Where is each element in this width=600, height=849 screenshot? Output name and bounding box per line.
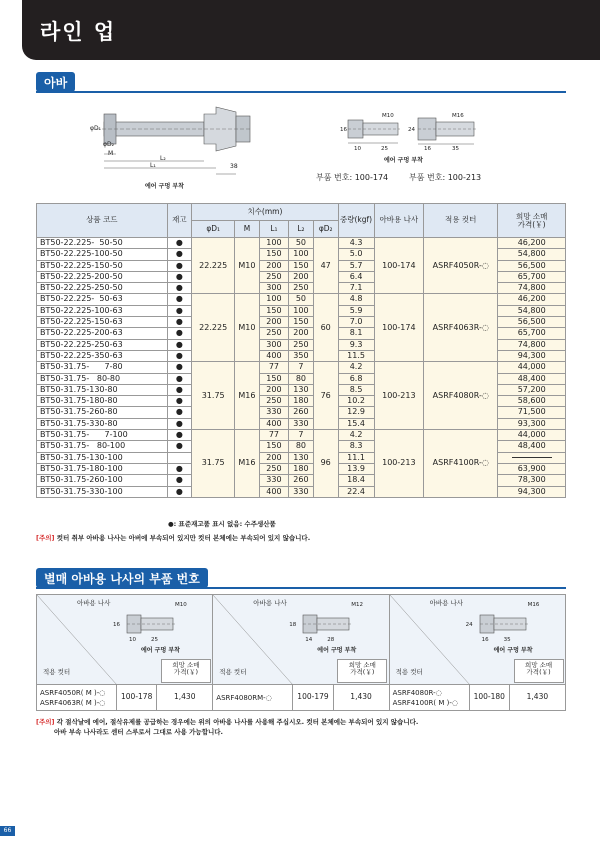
sep-cutter-label: 적용 컷터 [43,668,71,676]
note-2 [36,717,418,726]
stock-legend: ●: 표준재고품 표시 없음: 수주생산품 [168,520,276,528]
cell-cutter: ASRF4100R-◌ [424,430,498,498]
cell-weight: 18.4 [338,475,374,486]
cell-stock: ● [167,350,192,361]
bolt-a-caption: 에어 구멍 부착 [384,157,423,164]
cell-code: BT50-31.75- 7-80 [37,362,168,373]
note-1-tag: [주의] [36,534,55,542]
cell-l1: 300 [259,283,288,294]
cell-code: BT50-31.75-330-100 [37,486,168,497]
cell-l1: 100 [259,294,288,305]
cell-code: BT50-31.75-260-100 [37,475,168,486]
cell-code: BT50-22.225-250-50 [37,283,168,294]
sep-screw-cell [213,595,389,685]
cell-weight: 11.5 [338,350,374,361]
sep-screw-label: 아바용 나사 [429,599,464,607]
sep-w2: 35 [503,637,511,643]
cell-weight: 4.8 [338,294,374,305]
cell-code: BT50-22.225-100-50 [37,249,168,260]
table-row [37,294,566,305]
cell-screw: 100-213 [374,430,424,498]
label-d1: φD₁ [90,125,101,132]
cell-l1: 200 [259,260,288,271]
cell-code: BT50-31.75-330-80 [37,418,168,429]
cell-code: BT50-22.225-250-63 [37,339,168,350]
cell-l2: 100 [289,305,314,316]
cell-price: 44,000 [498,362,566,373]
cell-code: BT50-22.225-200-50 [37,271,168,282]
bolt-b-w1: 16 [424,146,431,152]
sep-price-label: 희망 소매 가격(￥) [514,659,564,683]
label-l1: L₁ [150,162,156,169]
cell-l1: 77 [259,362,288,373]
section-divider [36,91,566,93]
cell-stock: ● [167,249,192,260]
sep-h: 16 [113,622,120,628]
label-l3: 38 [230,163,238,170]
cell-l1: 200 [259,452,288,463]
cell-stock: ● [167,328,192,339]
sep-data-row [37,685,566,711]
cell-l2: 250 [289,283,314,294]
label-l2: L₂ [160,155,166,162]
cell-price: 44,000 [498,430,566,441]
cell-l2: 100 [289,249,314,260]
cell-price: 48,400 [498,373,566,384]
cell-l2: 150 [289,260,314,271]
cell-code: BT50-22.225-200-63 [37,328,168,339]
cell-price: 65,700 [498,328,566,339]
cell-weight: 22.4 [338,486,374,497]
cell-code: BT50-31.75-130-100 [37,452,168,463]
cell-l1: 400 [259,418,288,429]
cell-code: BT50-31.75-260-80 [37,407,168,418]
cell-stock: ● [167,463,192,474]
sep-part-no: 100-178 [117,685,157,711]
cell-price: 46,200 [498,294,566,305]
cell-weight: 13.9 [338,463,374,474]
cell-code: BT50-22.225-150-63 [37,317,168,328]
note-2-tag: [주의] [36,718,55,726]
sep-w1: 14 [305,637,313,643]
cell-l1: 150 [259,305,288,316]
cell-code: BT50-31.75-130-80 [37,384,168,395]
cell-stock: ● [167,283,192,294]
sep-thread: M12 [351,602,364,608]
cell-l2: 260 [289,407,314,418]
cell-l2: 150 [289,317,314,328]
cell-price: 71,500 [498,407,566,418]
sep-cutter: ASRF4080R-◌ ASRF4100R( M )-◌ [389,685,469,711]
bolt-a-part-no: 부품 번호: 100-174 [316,173,389,182]
sep-w2: 25 [151,637,158,643]
sep-thread: M16 [527,602,540,608]
page-header [22,0,600,60]
cell-weight: 4.2 [338,362,374,373]
cell-m: M16 [235,430,260,498]
cell-l1: 250 [259,271,288,282]
cell-stock: ● [167,271,192,282]
cell-weight: 8.3 [338,441,374,452]
label-d2: φD₂ [103,141,114,148]
cell-l1: 100 [259,238,288,249]
sep-part-no: 100-180 [469,685,509,711]
sep-w1: 10 [129,637,136,643]
cell-weight: 10.2 [338,396,374,407]
cell-l2: 200 [289,271,314,282]
cell-stock: ● [167,317,192,328]
cell-weight: 8.5 [338,384,374,395]
th-m: M [235,221,260,238]
cell-price-empty [498,452,566,463]
cell-l2: 180 [289,396,314,407]
sep-price-label: 희망 소매 가격(￥) [161,659,211,683]
table-row [37,362,566,373]
cell-weight: 4.2 [338,430,374,441]
sep-w1: 16 [481,637,489,643]
cell-l1: 200 [259,384,288,395]
th-cutter: 적용 컷터 [424,204,498,238]
section-tab-separate-screw: 별매 아바용 나사의 부품 번호 [36,568,208,588]
cell-price: 94,300 [498,486,566,497]
cell-l1: 400 [259,350,288,361]
th-l1: L₁ [259,221,288,238]
bolt-a-w2: 25 [381,146,388,152]
sep-screw-cell [37,595,213,685]
cell-weight: 5.0 [338,249,374,260]
cell-screw: 100-174 [374,238,424,294]
cell-d2: 60 [313,294,338,362]
th-d1: φD₁ [192,221,235,238]
table-row [37,238,566,249]
sep-w2: 28 [327,637,335,643]
cell-price: 54,800 [498,249,566,260]
cell-stock: ● [167,294,192,305]
cell-l1: 77 [259,430,288,441]
cell-weight: 5.7 [338,260,374,271]
cell-l2: 50 [289,238,314,249]
cell-code: BT50-22.225- 50-63 [37,294,168,305]
cell-stock: ● [167,441,192,452]
bolt-b-drawing [408,112,483,147]
cell-stock: ● [167,238,192,249]
sep-screw-cell [389,595,565,685]
sep-part-no: 100-179 [293,685,333,711]
cell-code: BT50-22.225- 50-50 [37,238,168,249]
cell-price: 56,500 [498,317,566,328]
sep-price: 1,430 [333,685,389,711]
cell-price: 58,600 [498,396,566,407]
page-number: 66 [0,826,15,836]
th-l2: L₂ [289,221,314,238]
cell-l2: 80 [289,373,314,384]
sep-caption: 에어 구멍 부착 [493,647,533,654]
sep-screw-label: 아바용 나사 [77,599,111,607]
cell-stock: ● [167,396,192,407]
cell-weight: 6.8 [338,373,374,384]
cell-code: BT50-22.225-100-63 [37,305,168,316]
cell-cutter: ASRF4080R-◌ [424,362,498,430]
cell-stock: ● [167,475,192,486]
cell-l2: 50 [289,294,314,305]
cell-code: BT50-31.75-180-80 [37,396,168,407]
note-1-text: 컷터 취부 아바용 나사는 아버에 부속되어 있지만 컷터 본체에는 부속되어 있지 않습니다. [54,534,311,542]
sep-h: 18 [289,622,297,628]
cell-weight: 9.3 [338,339,374,350]
cell-price: 74,800 [498,339,566,350]
cell-price: 74,800 [498,283,566,294]
th-code: 상품 코드 [37,204,168,238]
cell-code: BT50-22.225-150-50 [37,260,168,271]
sep-header-row [37,595,566,685]
cell-l1: 150 [259,441,288,452]
bolt-b-part-no: 부품 번호: 100-213 [409,173,482,182]
bolt-b-thread: M16 [452,113,464,119]
cell-price: 94,300 [498,350,566,361]
cell-m: M16 [235,362,260,430]
th-price: 희망 소매 가격(￥) [498,204,566,238]
cell-l2: 350 [289,350,314,361]
sep-price-label: 희망 소매 가격(￥) [337,659,387,683]
cell-d1: 22.225 [192,294,235,362]
cell-code: BT50-31.75-180-100 [37,463,168,474]
bolt-a-h: 16 [340,127,347,133]
cell-stock [167,452,192,463]
sep-caption: 에어 구멍 부착 [317,647,357,654]
cell-price: 54,800 [498,305,566,316]
bolt-a-drawing [340,112,410,147]
cell-l2: 130 [289,452,314,463]
arbor-caption: 에어 구멍 부착 [145,183,184,190]
bolt-b-w2: 35 [452,146,459,152]
cell-weight: 8.1 [338,328,374,339]
bolt-a-w1: 10 [354,146,361,152]
cell-l2: 330 [289,418,314,429]
cell-price: 46,200 [498,238,566,249]
cell-m: M10 [235,294,260,362]
sep-screw-label: 아바용 나사 [253,599,287,607]
cell-l1: 250 [259,463,288,474]
cell-cutter: ASRF4050R-◌ [424,238,498,294]
cell-l2: 200 [289,328,314,339]
cell-weight: 7.0 [338,317,374,328]
cell-price: 65,700 [498,271,566,282]
cell-price: 78,300 [498,475,566,486]
cell-d1: 22.225 [192,238,235,294]
product-table [36,203,566,498]
cell-weight: 6.4 [338,271,374,282]
sep-caption: 에어 구멍 부착 [141,647,180,654]
cell-l1: 300 [259,339,288,350]
cell-screw: 100-174 [374,294,424,362]
cell-weight: 7.1 [338,283,374,294]
cell-l1: 250 [259,396,288,407]
cell-stock: ● [167,339,192,350]
note-2-line2: 아바 부속 나사라도 센터 스루로서 그대로 사용 가능합니다. [54,728,224,736]
table-row [37,430,566,441]
cell-stock: ● [167,418,192,429]
cell-stock: ● [167,373,192,384]
cell-weight: 15.4 [338,418,374,429]
cell-code: BT50-31.75- 80-80 [37,373,168,384]
cell-weight: 11.1 [338,452,374,463]
cell-code: BT50-31.75- 80-100 [37,441,168,452]
cell-d2: 76 [313,362,338,430]
cell-stock: ● [167,305,192,316]
label-m: M [108,150,114,157]
note-1 [36,533,310,542]
note-2-text: 각 절삭날에 에어, 절삭유제를 공급하는 경우에는 위의 아바용 나사를 사용해 주십시오. 컷터 본체에는 부속되어 있지 않습니다. [54,718,419,726]
cell-stock: ● [167,384,192,395]
cell-l1: 400 [259,486,288,497]
page-title: 라인 업 [40,20,117,44]
cell-d2: 47 [313,238,338,294]
sep-cutter-label: 적용 컷터 [219,668,247,676]
th-d2: φD₂ [313,221,338,238]
th-weight: 중량(kgf) [338,204,374,238]
th-screw: 아바용 나사 [374,204,424,238]
cell-l2: 260 [289,475,314,486]
sep-thread: M10 [175,602,187,608]
cell-d1: 31.75 [192,430,235,498]
sep-price: 1,430 [509,685,565,711]
cell-stock: ● [167,362,192,373]
cell-stock: ● [167,486,192,497]
cell-l2: 7 [289,362,314,373]
cell-stock: ● [167,430,192,441]
cell-l1: 330 [259,407,288,418]
th-stock: 재고 [167,204,192,238]
cell-l1: 150 [259,249,288,260]
sep-cutter-label: 적용 컷터 [395,668,423,676]
cell-price: 56,500 [498,260,566,271]
cell-m: M10 [235,238,260,294]
section-divider-2 [36,587,566,589]
cell-l1: 150 [259,373,288,384]
cell-d1: 31.75 [192,362,235,430]
cell-price: 48,400 [498,441,566,452]
cell-l2: 330 [289,486,314,497]
sep-cutter: ASRF4050R( M )-◌ ASRF4063R( M )-◌ [37,685,117,711]
bolt-a-thread: M10 [382,113,394,119]
cell-price: 57,200 [498,384,566,395]
cell-l2: 80 [289,441,314,452]
cell-d2: 96 [313,430,338,498]
cell-screw: 100-213 [374,362,424,430]
sep-cutter: ASRF4080RM-◌ [213,685,293,711]
cell-stock: ● [167,407,192,418]
separate-screw-table [36,594,566,711]
cell-weight: 4.3 [338,238,374,249]
cell-code: BT50-22.225-350-63 [37,350,168,361]
cell-price: 93,300 [498,418,566,429]
cell-l1: 200 [259,317,288,328]
cell-l2: 250 [289,339,314,350]
cell-weight: 5.9 [338,305,374,316]
cell-weight: 12.9 [338,407,374,418]
cell-l1: 330 [259,475,288,486]
cell-price: 63,900 [498,463,566,474]
cell-l2: 180 [289,463,314,474]
section-tab-arbor: 아바 [36,72,75,92]
bolt-b-h: 24 [408,127,415,133]
th-dims: 치수(mm) [192,204,338,221]
cell-code: BT50-31.75- 7-100 [37,430,168,441]
sep-h: 24 [465,622,473,628]
cell-stock: ● [167,260,192,271]
cell-cutter: ASRF4063R-◌ [424,294,498,362]
cell-l2: 130 [289,384,314,395]
sep-price: 1,430 [157,685,213,711]
cell-l1: 250 [259,328,288,339]
cell-l2: 7 [289,430,314,441]
